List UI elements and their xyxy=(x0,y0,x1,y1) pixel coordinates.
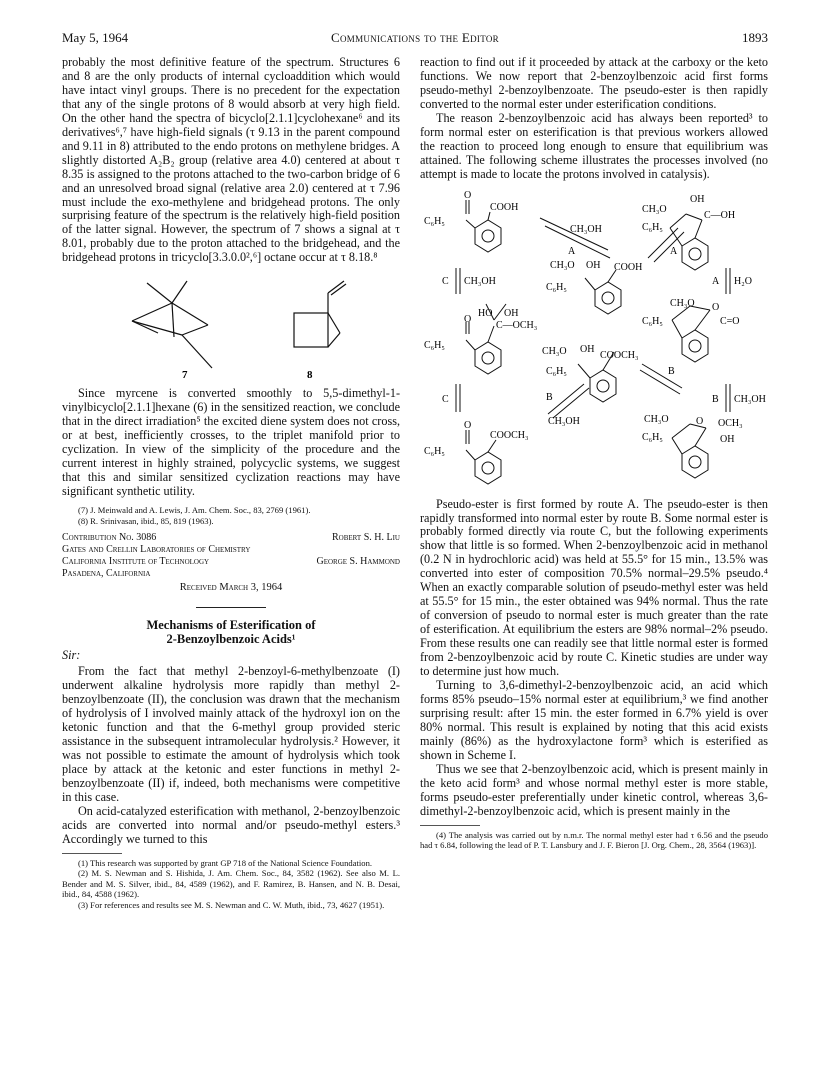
structure-8-label: 8 xyxy=(307,369,313,382)
footnote: (3) For references and results see M. S. Newman and C. W. Muth, ibid., 73, 4627 (1951). xyxy=(78,899,385,910)
label-OH: OH xyxy=(690,193,705,205)
label-OH: OH xyxy=(504,307,519,319)
structure-drawings xyxy=(62,273,400,381)
salutation: Sir: xyxy=(62,648,81,663)
label-CH3OH: CH₃OH xyxy=(548,415,580,427)
label-B: B xyxy=(712,393,719,405)
label-C6H5: C₆H₅ xyxy=(642,431,663,443)
article-title: Mechanisms of Esterification of xyxy=(146,618,316,633)
label-C=O: C=O xyxy=(720,315,740,327)
author-liu: Robert S. H. Liu xyxy=(332,532,400,544)
received-date: Received March 3, 1964 xyxy=(179,582,283,594)
label-COOH: COOH xyxy=(614,261,643,273)
label-C: C xyxy=(442,393,449,405)
label-HO: HO xyxy=(478,307,493,319)
section-divider xyxy=(196,607,266,608)
body-paragraph: Turning to 3,6-dimethyl-2-benzoylbenzoic acid, an acid which forms 85% pseudo–15% normal ester at equilibrium,³ we find another surprising result: after 15 min. the ester formed in 6.7% yield is over 80% normal. This result is explained by noting that this acid exists mainly (86%) as the hydroxylactone form³ which is esterified as shown in Scheme I. xyxy=(420,677,768,762)
label-CH3OH: CH₃OH xyxy=(570,223,602,235)
label-A: A xyxy=(712,275,720,287)
label-B: B xyxy=(546,391,553,403)
label-CH3O: CH₃O xyxy=(644,413,669,425)
label-O: O xyxy=(696,415,704,427)
laboratory: Gates and Crellin Laboratories of Chemistry xyxy=(62,544,251,556)
signature-block xyxy=(62,532,400,593)
label-C6H5: C₆H₅ xyxy=(546,365,567,377)
label-H2O: H₂O xyxy=(734,275,752,287)
label-OH: OH xyxy=(586,259,601,271)
header-date: May 5, 1964 xyxy=(62,30,129,45)
label-C-OH: C—OH xyxy=(704,209,736,221)
label-C-OCH3: C—OCH₃ xyxy=(496,319,538,331)
body-paragraph: probably the most definitive feature of the spectrum. Structures 6 and 8 are the only products of internal cycloaddition which would have intact vinyl groups. There is no precedent for the expectation that any of the single protons of 8 would absorb at very high field. On the other hand the spectra of bicyclo[2.1.1]cyclohexane⁶ and its derivatives⁶,⁷ have high-field signals (τ 9.13 in the parent compound and 9.11 in 8) attributed to the endo protons on methylene bridges. A slightly distorted A₂B₂ group (relative area 4.0) centered at about τ 8.35 is assigned to the protons attached to the two-carbon bridge of 6 and an unresolved broad signal (relative area 2.0) centered at τ 7.96 must include the exo-methylene and bridgehead protons. The only surprising feature of the spectrum is the relatively high-field position of the latter signal. However, the spectrum of 7 shows a signal at τ 8.01, probably due to the proton attached to the bridgehead, and the bridgehead protons in tricyclo[3.3.0.0²,⁶] octane occur at τ 8.18.⁸ xyxy=(62,55,400,265)
body-paragraph: Since myrcene is converted smoothly to 5,5-dimethyl-1-vinylbicyclo[2.1.1]hexane (6) in the sensitized reaction, we conclude that in the direct irradiation⁵ the excited diene system does not cross, or at best, inefficiently crosses, to the triplet manifold prior to cyclization. In view of the simplicity of the procedure and the current interest in highly strained, polycyclic systems, we suggest that this and similar sensitized cyclization reactions may have significant synthetic utility. xyxy=(62,386,400,498)
label-C: C xyxy=(442,275,449,287)
structure-7-label: 7 xyxy=(182,369,188,382)
label-OH: OH xyxy=(580,343,595,355)
footnotes-top xyxy=(62,505,400,526)
label-CH3O: CH₃O xyxy=(670,297,695,309)
footnote: (1) This research was supported by grant GP 718 of the National Science Foundation. xyxy=(78,857,373,868)
label-C6H5: C₆H₅ xyxy=(424,215,445,227)
label-CH3O: CH₃O xyxy=(642,203,667,215)
footnote: (4) The analysis was carried out by n.m.r. The normal methyl ester had τ 6.56 and the pseudo had τ 6.84, following the lead of P. T. Lansbury and J. F. Bieron [J. Org. Chem., 28, 3564 (1963)]. xyxy=(420,829,768,851)
body-paragraph: The reason 2-benzoylbenzoic acid has always been reported³ to form normal ester on esterification is that previous workers allowed the reaction to proceed long enough to ensure that equilibrium was attained. The following scheme illustrates the processes involved (no attempt is made to locate the protons involved in catalysis). xyxy=(420,110,768,181)
label-COOH: COOH xyxy=(490,201,519,213)
body-paragraph: Pseudo-ester is first formed by route A. The pseudo-ester is then rapidly transformed into normal ester by route B. Some normal ester is probably formed directly via route C, but the following experiments show that little is so formed. When 2-benzoylbenzoic acid in methanol (0.2 N in hydrochloric acid) was held at 55.5° for 15 min., 13.5% was converted into ester of composition 70.5% normal–29.5% pseudo.⁴ When an exactly comparable solution of pseudo-methyl ester was held at 55.5° for 15 min., the ester obtained was 94% normal. Thus the rate of conversion of pseudo to normal ester is much greater than the rate of esterification. At equilibrium the esters are 98% normal–2% pseudo. From these results one can readily see that little normal ester is formed from 2-benzoylbenzoic acid by route C. Kinetic studies are under way to determine just how much. xyxy=(420,496,768,679)
label-CH3O: CH₃O xyxy=(542,345,567,357)
author-hammond: George S. Hammond xyxy=(316,556,400,568)
footnote-rule xyxy=(420,825,480,826)
body-paragraph: On acid-catalyzed esterification with methanol, 2-benzoylbenzoic acids are converted into normal and/or pseudo-methyl esters.³ Accordingly we turned to this xyxy=(62,803,400,846)
label-OCH3: OCH₃ xyxy=(718,417,743,429)
footnote: (8) R. Srinivasan, ibid., 85, 819 (1963). xyxy=(78,515,214,526)
scheme-svg xyxy=(420,188,768,488)
footnote-rule xyxy=(62,853,122,854)
label-O: O xyxy=(464,419,472,431)
label-A: A xyxy=(670,245,678,257)
label-C6H5: C₆H₅ xyxy=(642,221,663,233)
footnote: (7) J. Meinwald and A. Lewis, J. Am. Chem. Soc., 83, 2769 (1961). xyxy=(78,504,311,515)
label-OH: OH xyxy=(720,433,735,445)
label-C6H5: C₆H₅ xyxy=(424,445,445,457)
label-COOCH3: COOCH₃ xyxy=(600,349,639,361)
label-CH3OH: CH₃OH xyxy=(734,393,766,405)
label-O: O xyxy=(464,313,472,325)
footnote: (2) M. S. Newman and S. Hishida, J. Am. Chem. Soc., 84, 3582 (1962). See also M. L. Bender and M. S. Silver, ibid., 84, 4589 (1962), and F. Ramirez, B. Hansen, and N. B. Desai, ibid., 84, 4588 (1962). xyxy=(62,868,400,900)
header-page-number: 1893 xyxy=(742,30,768,45)
article-title-2: 2-Benzoylbenzoic Acids¹ xyxy=(166,632,296,647)
right-column xyxy=(420,56,768,851)
label-O: O xyxy=(464,189,472,201)
structure-7 xyxy=(132,281,212,368)
institute: California Institute of Technology xyxy=(62,556,210,568)
structure-8 xyxy=(294,281,346,347)
label-CH3OH: CH₃OH xyxy=(464,275,496,287)
label-C6H5: C₆H₅ xyxy=(546,281,567,293)
city: Pasadena, California xyxy=(62,568,151,580)
body-paragraph: reaction to find out if it proceeded by attack at the carboxy or the keto functions. We now report that 2-benzoylbenzoic acid first forms pseudo-methyl 2-benzoylbenzoate. The pseudo-ester is then rapidly converted to the normal ester under esterification conditions. xyxy=(420,55,768,111)
page-header xyxy=(62,30,768,50)
label-CH3O: CH₃O xyxy=(550,259,575,271)
structures-7-8 xyxy=(62,273,400,381)
label-C6H5: C₆H₅ xyxy=(642,315,663,327)
contribution-number: Contribution No. 3086 xyxy=(62,532,157,544)
header-section: Communications to the Editor xyxy=(331,30,499,45)
label-COOCH3: COOCH₃ xyxy=(490,429,529,441)
reaction-scheme xyxy=(420,188,768,488)
label-A: A xyxy=(568,245,576,257)
label-B: B xyxy=(668,365,675,377)
label-O: O xyxy=(712,301,720,313)
label-C6H5: C₆H₅ xyxy=(424,339,445,351)
body-paragraph: From the fact that methyl 2-benzoyl-6-methylbenzoate (I) underwent alkaline hydrolysis more rapidly than methyl 2-benzoylbenzoate (II), the conclusion was drawn that the mechanism of hydrolysis of I involved mainly attack of the hydroxyl ion on the ketonic function and that the 6-methyl group provided steric assistance in the subsequent intramolecular hydrolysis.² However, it was not possible to estimate the amount of hydrolysis which took place by attack at the ketonic and ester functions in methyl 2-benzoylbenzoate (II) if, indeed, both mechanisms were competitive in this case. xyxy=(62,664,400,804)
body-paragraph: Thus we see that 2-benzoylbenzoic acid, which is present mainly in the keto acid form³ and whose normal methyl ester is more stable, forms pseudo-ester preferentially under kinetic control, whereas 3,6-dimethyl-2-benzoylbenzoic acid, which is present mainly in the xyxy=(420,761,768,818)
left-column xyxy=(62,56,400,910)
